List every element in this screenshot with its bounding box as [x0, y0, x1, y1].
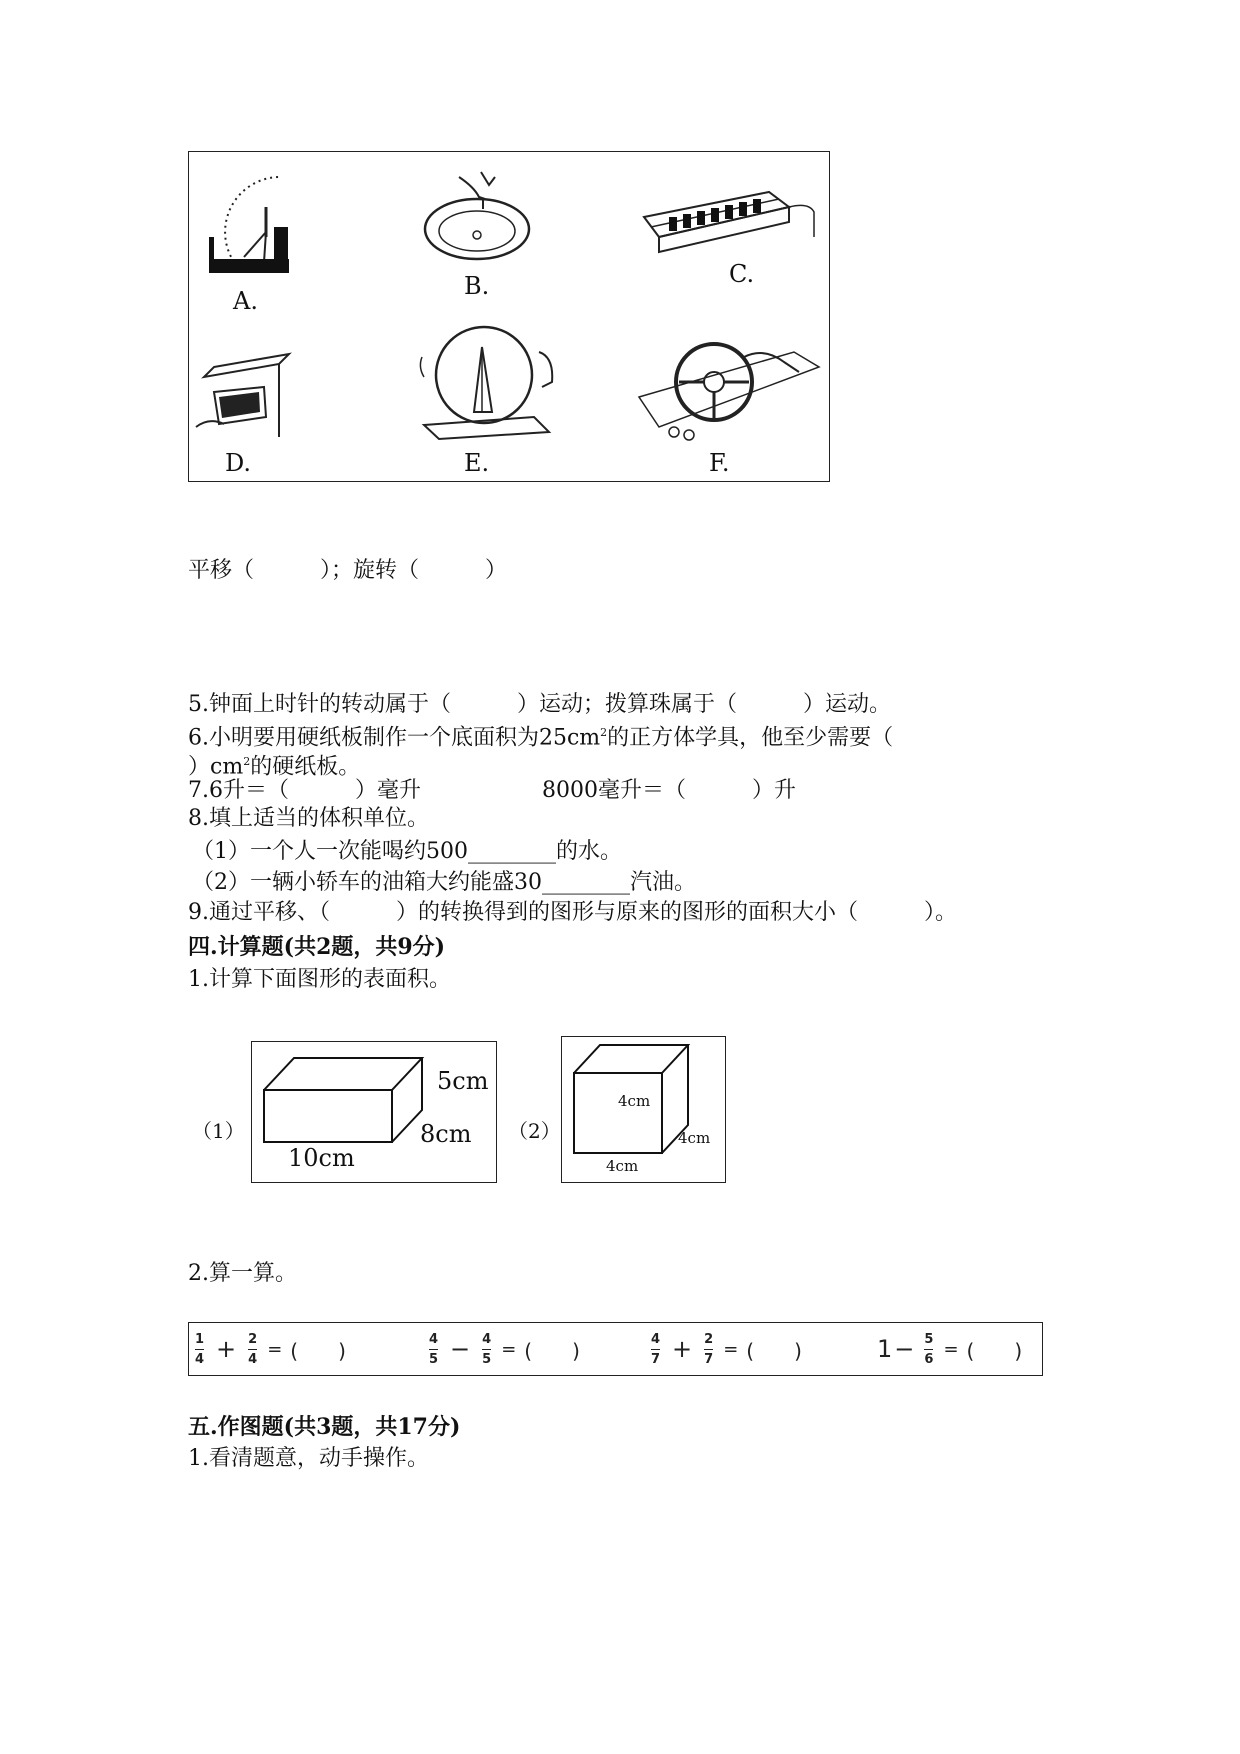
fraction-equations-box	[188, 1322, 1043, 1376]
cuboid-length-label: 10cm	[288, 1144, 355, 1172]
question-8: 8.填上适当的体积单位。	[188, 806, 429, 831]
washbasin-icon	[419, 167, 539, 267]
fraction: $\frac{2}{4}$	[248, 1331, 258, 1367]
equation-1: $\frac{1}{4}$ + $\frac{2}{4}$ = ( )	[195, 1331, 346, 1367]
fraction: $\frac{1}{4}$	[195, 1331, 205, 1367]
translation-rotation-answer: 平移（ ）；旋转（ ）	[188, 558, 508, 583]
section-5-title: 五.作图题(共3题，共17分)	[188, 1414, 461, 1440]
section-4-question-2: 2.算一算。	[188, 1261, 297, 1286]
cuboid-figure	[251, 1041, 497, 1183]
fraction: $\frac{4}{5}$	[429, 1331, 439, 1367]
fraction: $\frac{4}{7}$	[651, 1331, 661, 1367]
fraction: $\frac{4}{5}$	[482, 1331, 492, 1367]
equation-4: 1 − $\frac{5}{6}$ = ( )	[877, 1331, 1023, 1367]
cube-side-label: 4cm	[678, 1129, 711, 1147]
answer-blank: ( )	[524, 1338, 580, 1363]
answer-blank: ( )	[746, 1338, 802, 1363]
equation-3: $\frac{4}{7}$ + $\frac{2}{7}$ = ( )	[651, 1331, 802, 1367]
question-6-continued: ）$cm^2$的硬纸板。	[188, 754, 361, 780]
cuboid-width-label: 8cm	[420, 1120, 472, 1148]
abacus-icon	[639, 177, 819, 257]
option-f-label: F.	[709, 449, 730, 477]
question-9: 9.通过平移、（ ）的转换得到的图形与原来的图形的面积大小（ ）。	[188, 900, 957, 925]
question-7-liters: 7.6升＝（ ）毫升	[188, 778, 421, 803]
figure-2-label: （2）	[508, 1119, 561, 1143]
question-7-milliliters: 8000毫升＝（ ）升	[542, 778, 796, 803]
answer-blank: ( )	[966, 1338, 1023, 1363]
option-b-label: B.	[464, 272, 490, 300]
section-4-title: 四.计算题(共2题，共9分)	[188, 934, 446, 960]
section-4-question-1: 1.计算下面图形的表面积。	[188, 967, 451, 992]
fraction: $\frac{5}{6}$	[924, 1331, 934, 1367]
question-6: 6.小明要用硬纸板制作一个底面积为$25cm^2$的正方体学具，他至少需要（	[188, 725, 894, 751]
figure-1-label: （1）	[192, 1119, 245, 1143]
section-5-question-1: 1.看清题意，动手操作。	[188, 1446, 429, 1471]
drawer-icon	[194, 352, 304, 447]
cube-height-label: 4cm	[618, 1092, 651, 1110]
cube-bottom-label: 4cm	[606, 1157, 639, 1175]
answer-blank: ( )	[290, 1338, 346, 1363]
question-8-part-2: （2）一辆小轿车的油箱大约能盛30________汽油。	[192, 870, 696, 895]
steering-wheel-icon	[634, 337, 824, 447]
question-5: 5.钟面上时针的转动属于（ ）运动；拨算珠属于（ ）运动。	[188, 692, 891, 717]
fraction: $\frac{2}{7}$	[704, 1331, 714, 1367]
globe-icon	[414, 317, 564, 442]
cuboid-height-label: 5cm	[437, 1067, 489, 1095]
option-e-label: E.	[464, 449, 490, 477]
motion-pictures-panel	[188, 151, 830, 482]
question-8-part-1: （1）一个人一次能喝约500________的水。	[192, 839, 622, 864]
option-c-label: C.	[729, 260, 755, 288]
option-a-label: A.	[233, 287, 258, 315]
cube-figure	[561, 1036, 726, 1183]
option-d-label: D.	[225, 449, 252, 477]
pendulum-icon	[204, 167, 294, 277]
equation-2: $\frac{4}{5}$ − $\frac{4}{5}$ = ( )	[429, 1331, 580, 1367]
